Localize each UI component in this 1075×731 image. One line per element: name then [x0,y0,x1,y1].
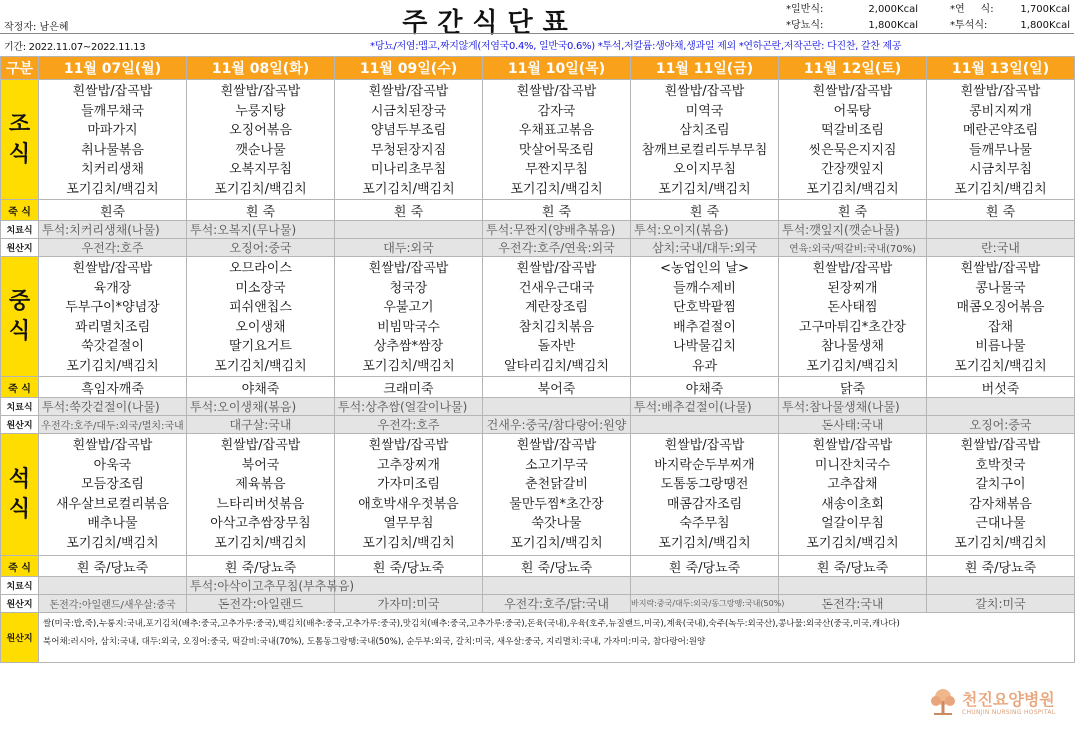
dialysis-label: 치료식 [1,398,39,416]
porridge-label: 죽 식 [1,200,39,221]
menu-cell [39,257,187,377]
menu-cell [483,434,631,556]
kcal-value: 1,700Kcal [1020,4,1070,15]
menu-item: 계란장조림 [525,300,588,315]
menu-cell [927,434,1075,556]
porridge-cell: 흰 죽 [779,200,927,221]
kcal-block-right [950,2,1070,34]
menu-item: 배추나물 [87,516,138,531]
menu-item: 비빔막국수 [377,319,440,335]
tree-logo-icon [928,687,958,717]
day-header: 11월 12일(토) [779,57,927,80]
menu-item: 흰쌀밥/잡곡밥 [220,84,301,99]
origin-summary-line: 북어채:러시아, 삼치:국내, 대두:외국, 오징어:중국, 떡갈비:국내(70%), 도톰동그랑땡:국내(50%), 순두부:외국, 갈치:미국, 새우살:중국, 지리멸치:국내, 가자미:미국, 참다랑어:원양 [43,637,706,647]
porridge-cell: 흰 죽/당뇨죽 [335,556,483,577]
dialysis-cell [927,221,1075,239]
menu-item: 물만두찜*초간장 [509,496,604,512]
origin-cell: 삼치:국내/대두:외국 [631,239,779,257]
menu-item: 흰쌀밥/잡곡밥 [516,261,597,276]
kcal-block-left [786,2,918,34]
menu-item: 쑥갓나물 [531,516,582,531]
menu-item: 포기김치/백김치 [362,181,455,197]
day-header: 11월 10일(목) [483,57,631,80]
menu-item: 흰쌀밥/잡곡밥 [72,261,153,276]
origin-cell: 우전각:호주/연육:외국 [483,239,631,257]
dialysis-cell: 투석:오이지(볶음) [631,221,779,239]
porridge-cell: 흰 죽 [335,200,483,221]
menu-item: 미니잔치국수 [814,457,891,473]
menu-item: 무짠지무침 [525,162,588,177]
menu-item: 고구마튀김*초간장 [799,319,906,335]
menu-item: 마파가지 [87,123,138,138]
dialysis-row [1,398,1075,416]
menu-item: 무청된장지짐 [370,142,447,158]
menu-cell [927,80,1075,200]
menu-item: 포기김치/백김치 [658,535,751,551]
menu-item: 흰쌀밥/잡곡밥 [812,438,893,453]
porridge-cell: 흰 죽/당뇨죽 [927,556,1075,577]
hospital-name-english: CHUNJIN NURSING HOSPITAL [962,709,1056,716]
origin-label: 원산지 [1,239,39,257]
menu-item: 육개장 [93,280,132,296]
dialysis-cell: 투석:아삭이고추무침(부추볶음) [187,577,335,595]
menu-cell [631,434,779,556]
menu-item: 깻순나물 [235,142,286,158]
menu-row [1,257,1075,377]
menu-item: 상추쌈*쌈장 [373,339,444,354]
porridge-cell: 흰 죽/당뇨죽 [631,556,779,577]
origin-cell: 대구살:국내 [187,416,335,434]
menu-item: 흰쌀밥/잡곡밥 [368,261,449,276]
menu-item: 포기김치/백김치 [66,535,159,551]
menu-cell [483,257,631,377]
origin-cell: 돈전각:아일랜드/새우살:중국 [39,595,187,613]
menu-item: 제육볶음 [235,477,286,492]
origin-summary-line: 쌀(미국:밥,죽),누룽지:국내,포기김치(배추:중국,고추가루:중국),백김치(배추:중국,고추가루:중국),맛김치(배추:중국,고추가루:중국),돈육(국내),우육(호주,뉴질랜드,미국),계육(국내),숙주(녹두:외국산),콩나물:외국산(중국,미국,캐나다) [43,619,900,629]
menu-item: 메란곤약조림 [962,123,1039,138]
menu-cell [631,257,779,377]
menu-item: 근대나물 [975,516,1026,531]
menu-item: 쑥갓겉절이 [81,339,144,354]
kcal-value: 2,000Kcal [868,4,918,15]
menu-cell [335,80,483,200]
origin-cell: 건새우:중국/참다랑어:원양 [483,416,631,434]
menu-cell [779,434,927,556]
day-header: 11월 09일(수) [335,57,483,80]
porridge-cell: 흰 죽 [631,200,779,221]
origin-cell: 우전각:호주 [335,416,483,434]
menu-item: 콩나물국 [975,280,1026,296]
menu-item: 춘천닭갈비 [525,477,588,492]
menu-item: 시금치된장국 [370,103,447,119]
menu-item: 삼치조림 [679,123,730,138]
menu-item: 꽈리멸치조림 [74,319,151,335]
menu-item: 흰쌀밥/잡곡밥 [664,84,745,99]
porridge-cell: 북어죽 [483,377,631,398]
menu-item: 단호박팥찜 [673,300,736,315]
kcal-label: *투석식: [950,20,988,31]
origin-summary-cell [39,613,1075,663]
origin-row [1,416,1075,434]
menu-item: 감자국 [537,103,576,119]
menu-item: 포기김치/백김치 [214,358,307,374]
origin-cell: 우전각:호주/대두:외국/멸치:국내 [39,416,187,434]
menu-cell [631,80,779,200]
period: 기간: 2022.11.07~2022.11.13 [4,42,146,53]
dialysis-cell: 투석:깻잎지(깻순나물) [779,221,927,239]
menu-item: 미나리초무침 [370,162,447,177]
menu-item: 포기김치/백김치 [954,358,1047,374]
origin-label: 원산지 [1,595,39,613]
menu-item: 치커리생채 [81,162,144,177]
porridge-row [1,377,1075,398]
dialysis-cell [335,221,483,239]
hospital-logo [928,685,1068,723]
menu-item: 두부구이*양념장 [65,300,160,315]
menu-item: 포기김치/백김치 [214,535,307,551]
origin-row [1,239,1075,257]
origin-cell: 대두:외국 [335,239,483,257]
menu-item: 흰쌀밥/잡곡밥 [72,438,153,453]
menu-item: 떡갈비조림 [821,123,884,138]
corner-cell: 구분 [1,57,39,80]
menu-item: 얼갈이무침 [821,516,884,531]
menu-item: 참치김치볶음 [518,319,595,335]
porridge-cell: 흰 죽 [187,200,335,221]
origin-cell: 돈전각:국내 [779,595,927,613]
dialysis-cell [39,577,187,595]
menu-cell [483,80,631,200]
dialysis-cell: 투석:상추쌈(얼갈이나물) [335,398,483,416]
porridge-cell: 야채죽 [187,377,335,398]
day-header: 11월 07일(월) [39,57,187,80]
menu-item: 우불고기 [383,300,434,315]
menu-item: 맛살어묵조림 [518,142,595,158]
porridge-cell: 버섯죽 [927,377,1075,398]
kcal-value: 1,800Kcal [1020,20,1070,31]
menu-item: 포기김치/백김치 [214,181,307,197]
dialysis-cell: 투석:치커리생채(나물) [39,221,187,239]
origin-summary-label: 원산지 [1,613,39,663]
dialysis-row [1,221,1075,239]
menu-item: 시금치무침 [969,162,1032,177]
menu-item: 흰쌀밥/잡곡밥 [960,84,1041,99]
menu-item: 호박젓국 [975,457,1026,473]
porridge-cell: 크래미죽 [335,377,483,398]
kcal-label: *일반식: [786,4,824,15]
meal-label: 조 식 [1,80,39,200]
origin-cell: 오징어:중국 [187,239,335,257]
origin-cell: 바지락:중국/대두:외국/동그랑땡:국내(50%) [631,595,779,613]
porridge-cell: 흰 죽 [927,200,1075,221]
menu-item: 흰쌀밥/잡곡밥 [812,84,893,99]
day-header: 11월 11일(금) [631,57,779,80]
menu-item: 포기김치/백김치 [66,358,159,374]
menu-item: 포기김치/백김치 [658,181,751,197]
menu-item: 돌자반 [537,339,576,354]
porridge-row [1,556,1075,577]
menu-item: 참깨브로컬리두부무침 [641,142,768,158]
dialysis-cell [483,577,631,595]
menu-cell [39,80,187,200]
menu-item: 간장깻잎지 [821,162,884,177]
menu-item: 피쉬앤칩스 [229,300,292,315]
menu-item: 흰쌀밥/잡곡밥 [516,84,597,99]
porridge-cell: 야채죽 [631,377,779,398]
day-header-row [1,57,1075,80]
dialysis-cell: 투석:쑥갓겉절이(나물) [39,398,187,416]
menu-item: 건새우근대국 [518,280,595,296]
dialysis-row [1,577,1075,595]
dialysis-cell [779,577,927,595]
menu-item: 모듬장조림 [81,477,144,492]
menu-item: 아욱국 [93,457,132,473]
menu-item: 유과 [691,358,718,374]
dialysis-cell [927,577,1075,595]
origin-cell: 우전각:호주 [39,239,187,257]
menu-item: 딸기요거트 [229,339,292,354]
origin-label: 원산지 [1,416,39,434]
menu-item: 콩비지찌개 [969,103,1032,119]
page-header [0,0,1074,56]
kcal-value: 1,800Kcal [868,20,918,31]
menu-row [1,80,1075,200]
dialysis-cell: 투석:배추겉절이(나물) [631,398,779,416]
menu-item: 흰쌀밥/잡곡밥 [220,438,301,453]
origin-cell: 오징어:중국 [927,416,1075,434]
origin-cell: 가자미:미국 [335,595,483,613]
diet-note: *당뇨/저염:맵고,짜지않게(저염국0.4%, 일반국0.6%) *투석,저칼륨:생야채,생과일 제외 *연하곤란,저작곤란: 다진찬, 갈찬 제공 [370,41,902,52]
menu-item: 도톰동그랑땡전 [660,477,749,492]
menu-item: 흰쌀밥/잡곡밥 [516,438,597,453]
menu-item: 포기김치/백김치 [510,181,603,197]
author: 작정자: 남은혜 [4,22,69,33]
origin-cell: 갈치:미국 [927,595,1075,613]
origin-summary-row [1,613,1075,663]
kcal-label: *당뇨식: [786,20,824,31]
porridge-cell: 흰 죽/당뇨죽 [187,556,335,577]
porridge-cell: 흰 죽/당뇨죽 [483,556,631,577]
menu-item: 북어국 [241,457,280,473]
menu-item: 된장찌개 [827,280,878,296]
menu-item: 느타리버섯볶음 [216,496,305,512]
day-header: 11월 08일(화) [187,57,335,80]
dialysis-cell: 투석:오복지(무나물) [187,221,335,239]
menu-cell [187,80,335,200]
menu-cell [927,257,1075,377]
menu-item: 씻은묵은지지짐 [808,142,897,158]
menu-item: 바지락순두부찌개 [654,457,755,473]
menu-item: 포기김치/백김치 [806,535,899,551]
origin-cell: 우전각:호주/닭:국내 [483,595,631,613]
dialysis-cell [335,577,483,595]
menu-cell [187,434,335,556]
menu-cell [779,257,927,377]
dialysis-label: 치료식 [1,577,39,595]
menu-item: 애호박새우젓볶음 [358,496,459,512]
menu-item: 우채표고볶음 [518,123,595,138]
menu-item: 들깨무나물 [969,142,1032,158]
menu-item: 오징어볶음 [229,123,292,138]
menu-table [0,56,1074,663]
menu-item: 포기김치/백김치 [510,535,603,551]
menu-cell [335,257,483,377]
header-divider [0,33,1074,34]
day-header: 11월 13일(일) [927,57,1075,80]
menu-item: 포기김치/백김치 [806,181,899,197]
menu-item: 청국장 [389,280,428,296]
menu-item: 갈치구이 [975,477,1026,492]
menu-item: 미역국 [685,103,724,119]
origin-cell [631,416,779,434]
hospital-name: 천진요양병원 [962,690,1055,709]
menu-item: 포기김치/백김치 [806,358,899,374]
menu-item: <농업인의 날> [660,261,749,276]
menu-item: 포기김치/백김치 [362,535,455,551]
menu-item: 오므라이스 [229,261,292,276]
menu-item: 들깨무채국 [81,103,144,119]
menu-item: 어묵탕 [833,103,872,119]
dialysis-label: 치료식 [1,221,39,239]
menu-item: 흰쌀밥/잡곡밥 [960,261,1041,276]
menu-item: 흰쌀밥/잡곡밥 [72,84,153,99]
menu-item: 배추겉절이 [673,319,736,335]
porridge-row [1,200,1075,221]
origin-cell: 돈사태:국내 [779,416,927,434]
dialysis-cell [927,398,1075,416]
menu-item: 새우살브로컬리볶음 [55,496,170,512]
menu-cell [779,80,927,200]
menu-item: 소고기무국 [525,457,588,473]
origin-cell: 연육:외국/떡갈비:국내(70%) [779,239,927,257]
menu-item: 열무무침 [383,516,434,531]
origin-cell: 돈전각:아일랜드 [187,595,335,613]
origin-row [1,595,1075,613]
menu-item: 돈사태찜 [827,300,878,315]
menu-item: 잡채 [987,319,1014,335]
menu-row [1,434,1075,556]
menu-item: 들깨수제비 [673,280,736,296]
menu-item: 매콤오징어볶음 [956,300,1045,315]
menu-cell [187,257,335,377]
menu-item: 오복지무침 [229,162,292,177]
menu-item: 흰쌀밥/잡곡밥 [368,438,449,453]
menu-item: 미소장국 [235,280,286,296]
kcal-label: *연 식: [950,4,994,15]
porridge-label: 죽 식 [1,556,39,577]
meal-label: 중 식 [1,257,39,377]
menu-item: 흰쌀밥/잡곡밥 [812,261,893,276]
menu-item: 알타리김치/백김치 [504,358,609,374]
menu-item: 흰쌀밥/잡곡밥 [368,84,449,99]
menu-item: 흰쌀밥/잡곡밥 [960,438,1041,453]
menu-cell [335,434,483,556]
menu-item: 취나물볶음 [81,142,144,158]
menu-item: 아삭고추쌈장무침 [210,516,311,531]
menu-item: 매콤감자조림 [666,496,743,512]
origin-cell: 란:국내 [927,239,1075,257]
menu-item: 참나물생채 [821,339,884,354]
menu-item: 누룽지탕 [235,103,286,119]
porridge-cell: 흑임자깨죽 [39,377,187,398]
dialysis-cell: 투석:참나물생채(나물) [779,398,927,416]
menu-item: 고추장찌개 [377,457,440,473]
menu-item: 고추잡채 [827,477,878,492]
menu-cell [39,434,187,556]
menu-item: 포기김치/백김치 [66,181,159,197]
menu-item: 비름나물 [975,339,1026,354]
porridge-label: 죽 식 [1,377,39,398]
dialysis-cell: 투석:오이생채(볶음) [187,398,335,416]
meal-label: 석 식 [1,434,39,556]
menu-item: 새송이초회 [821,496,884,512]
menu-item: 감자채볶음 [969,496,1032,512]
menu-item: 나박물김치 [673,339,736,354]
menu-item: 오이지무침 [673,162,736,177]
dialysis-cell [483,398,631,416]
menu-item: 흰쌀밥/잡곡밥 [664,438,745,453]
menu-item: 포기김치/백김치 [954,181,1047,197]
dialysis-cell: 투석:무짠지(양배추볶음) [483,221,631,239]
porridge-cell: 흰 죽/당뇨죽 [39,556,187,577]
menu-item: 양념두부조림 [370,123,447,138]
page-title: 주간식단표 [402,8,578,38]
menu-item: 오이생채 [235,319,286,335]
menu-item: 포기김치/백김치 [362,358,455,374]
menu-item: 포기김치/백김치 [954,535,1047,551]
porridge-cell: 흰죽 [39,200,187,221]
porridge-cell: 흰 죽/당뇨죽 [779,556,927,577]
porridge-cell: 흰 죽 [483,200,631,221]
menu-item: 숙주무침 [679,516,730,531]
menu-item: 가자미조림 [377,477,440,492]
dialysis-cell [631,577,779,595]
porridge-cell: 닭죽 [779,377,927,398]
